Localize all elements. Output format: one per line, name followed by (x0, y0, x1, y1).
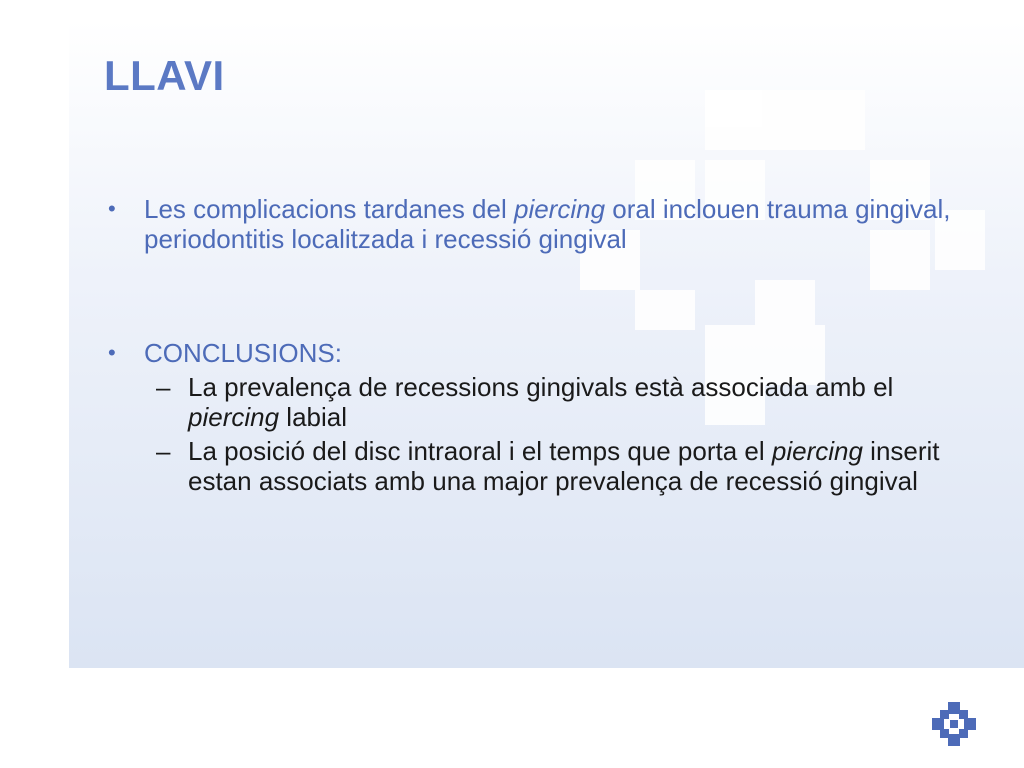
cross-logo-icon (930, 700, 978, 748)
bullet-complications (104, 194, 964, 254)
subitem-text: labial (279, 402, 347, 432)
slide-content (104, 194, 964, 496)
bullet-italic-text: piercing (513, 194, 606, 224)
subitem-text: La posició del disc intraoral i el temps que porta el (188, 436, 772, 466)
subitem-italic-text: piercing (188, 402, 280, 432)
subitem-disc-position (104, 436, 964, 496)
subitem-text: inserit estan associats amb una major prevalença de recessió gingival (188, 436, 940, 496)
bullet-text: Les complicacions tardanes del (144, 194, 514, 224)
subitem-prevalence (104, 372, 964, 432)
subitem-text: La prevalença de recessions gingivals està associada amb el (188, 372, 894, 402)
subitem-marker: – (156, 436, 171, 466)
bullet-text: CONCLUSIONS: (144, 338, 342, 368)
subitem-marker: – (156, 372, 171, 402)
bullet-marker: • (108, 340, 116, 365)
bullet-text: oral inclouen trauma gingival, periodontitis localitzada i recessió gingival (144, 194, 951, 254)
bullet-marker: • (108, 196, 116, 221)
subitem-italic-text: piercing (771, 436, 863, 466)
bullet-conclusions (104, 338, 964, 368)
slide-title: LLAVI (104, 52, 225, 99)
